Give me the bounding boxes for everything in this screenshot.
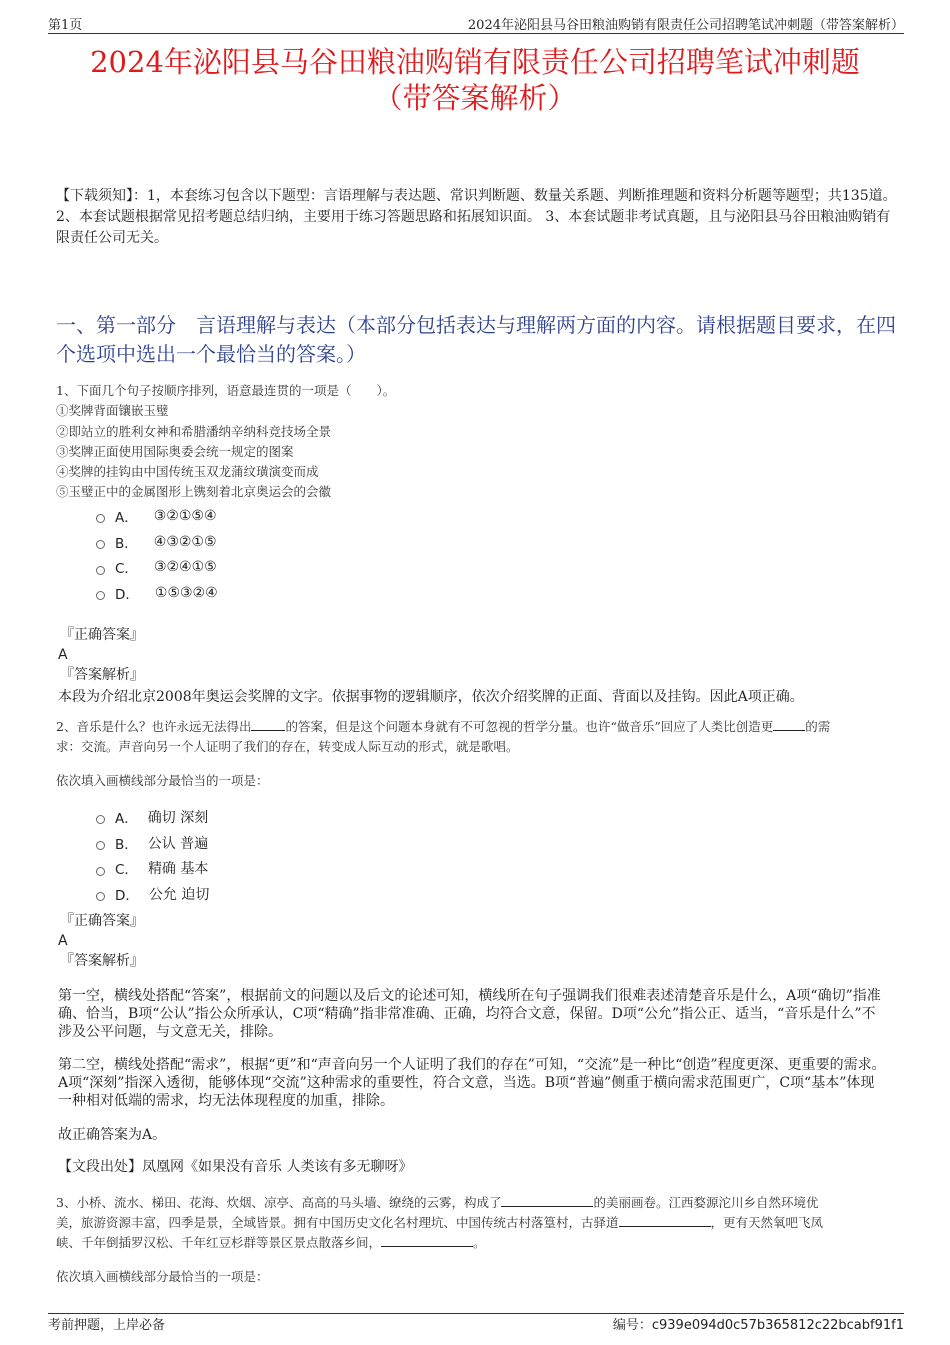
title-line-1: 2024年泌阳县马谷田粮油购销有限责任公司招聘笔试冲刺题 (90, 45, 860, 79)
radio-icon[interactable] (96, 867, 105, 876)
footer-slogan: 考前押题，上岸必备 (48, 1318, 166, 1333)
correct-answer-label: 『正确答案』 (60, 627, 144, 643)
analysis-label: 『答案解析』 (60, 953, 144, 969)
option-c[interactable]: C． 精确 基本 (96, 855, 209, 881)
analysis-text: 本段为介绍北京2008年奥运会奖牌的文字。依据事物的逻辑顺序，依次介绍奖牌的正面、背面以及挂钩。因此A项正确。 (58, 689, 804, 705)
header-title: 2024年泌阳县马谷田粮油购销有限责任公司招聘笔试冲刺题（带答案解析） (467, 18, 904, 33)
page-footer (48, 1314, 904, 1334)
option-a[interactable]: A． 确切 深刻 (96, 804, 209, 830)
option-a[interactable]: A． ③②①⑤④ (96, 503, 218, 529)
radio-icon[interactable] (96, 892, 105, 901)
analysis-paragraph: 第一空，横线处搭配“答案”，根据前文的问题以及后文的论述可知，横线所在句子强调我们很难表述清楚音乐是什么，A项“确切”指准确、恰当，B项“公认”指公众所承认，C项“精确”指非常准确、正确，均符合文意，保留。D项“公允”指公正、适当，“音乐是什么”不涉及公平问题，与文意无关，排除。 (58, 988, 881, 1040)
blank (381, 1233, 473, 1247)
blank (501, 1193, 593, 1207)
question-stem: 2、音乐是什么？也许永远无法得出 的答案，但是这个问题本身就有不可忽视的哲学分量。也许“做音乐”回应了人类比创造更 的需 (56, 719, 831, 734)
page-number: 第1页 (48, 18, 83, 33)
list-item: ③奖牌正面使用国际奥委会统一规定的图案 (56, 443, 294, 459)
footer-code: 编号：c939e094d0c57b365812c22bcabf91f1 (612, 1318, 904, 1333)
analysis-paragraph: 第二空，横线处搭配“需求”，根据“更”和“声音向另一个人证明了我们的存在”可知，“交流”是一种比“创造”程度更深、更重要的需求。A项“深刻”指深入透彻，能够体现“交流”这种需求的重要性，符合文意，当选。B项“普遍”侧重于横向需求范围更广，C项“基本”体现一种相对低端的需求，均无法体现程度的加重，排除。 (58, 1057, 886, 1109)
section-heading (56, 311, 896, 369)
correct-answer-label: 『正确答案』 (60, 913, 144, 929)
radio-icon[interactable] (96, 841, 105, 850)
radio-icon[interactable] (96, 566, 105, 575)
section-prefix: 一、第一部分 (56, 313, 176, 337)
list-item: ⑤玉璧正中的金属图形上镌刻着北京奥运会的会徽 (56, 484, 332, 500)
radio-icon[interactable] (96, 540, 105, 549)
title-line-2: （带答案解析） (373, 81, 577, 115)
conclusion: 故正确答案为A。 (58, 1127, 167, 1143)
correct-answer: A (58, 933, 68, 949)
fill-prompt: 依次填入画横线部分最恰当的一项是： (56, 1269, 269, 1284)
question-2: 2、音乐是什么？也许永远无法得出 的答案，但是这个问题本身就有不可忽视的哲学分量。也许“做音乐”回应了人类比创造更 的需 求：交流。声音向另一个人证明了我们的存在，转变成人际互动的形式，就是歌唱。 (56, 717, 896, 757)
correct-answer: A (58, 647, 68, 663)
blank (251, 717, 285, 731)
option-d[interactable]: D． 公允 迫切 (96, 881, 209, 907)
list-item: ①奖牌背面镶嵌玉璧 (56, 403, 169, 419)
question-stem: 1、下面几个句子按顺序排列，语意最连贯的一项是（ ）。 (56, 383, 396, 398)
radio-icon[interactable] (96, 591, 105, 600)
radio-icon[interactable] (96, 514, 105, 523)
analysis-label: 『答案解析』 (60, 667, 144, 683)
question-3: 3、小桥、流水、梯田、花海、炊烟、凉亭、高高的马头墙、缭绕的云雾，构成了 的美丽画卷。江西婺源沱川乡自然环境优 美，旅游资源丰富，四季是景，全域皆景。拥有中国历史文化名村理坑、中国传统古村落篁村，古驿道 ，更有天然氧吧飞凤 峡、千年倒插罗汉松、千年红豆杉群等景区景点散落乡间， 。 (56, 1195, 824, 1250)
option-b[interactable]: B． 公认 普遍 (96, 830, 209, 856)
q2-options (96, 804, 209, 907)
option-d[interactable]: D． ①⑤③②④ (96, 580, 218, 606)
section-text: 言语理解与表达（本部分包括表达与理解两方面的内容。请根据题目要求，在四个选项中选出一个最恰当的答案。） (56, 313, 896, 366)
list-item: ④奖牌的挂钩由中国传统玉双龙蒲纹璜演变而成 (56, 464, 319, 480)
blank (773, 717, 805, 731)
q2-answer-block (58, 910, 898, 972)
source-citation: 【文段出处】凤凰网《如果没有音乐 人类该有多无聊呀》 (58, 1159, 413, 1175)
option-c[interactable]: C． ③②④①⑤ (96, 554, 218, 580)
question-1 (56, 381, 896, 503)
radio-icon[interactable] (96, 815, 105, 824)
option-b[interactable]: B． ④③②①⑤ (96, 529, 218, 555)
q1-options (96, 503, 218, 606)
list-item: ②即站立的胜利女神和希腊潘纳辛纳科竞技场全景 (56, 423, 332, 439)
download-notice: 【下载须知】：1，本套练习包含以下题型：言语理解与表达题、常识判断题、数量关系题、判断推理题和资料分析题等题型；共135道。 2、本套试题根据常见招考题总结归纳，主要用于练习答题思路和拓展知识面。 3、本套试题非考试真题，且与泌阳县马谷田粮油购销有限责任公司无关。 (56, 188, 897, 246)
document-title (40, 44, 910, 116)
page-header (48, 14, 904, 34)
q1-answer-block (58, 624, 898, 708)
header-divider (48, 33, 904, 34)
blank (619, 1213, 711, 1227)
fill-prompt: 依次填入画横线部分最恰当的一项是： (56, 773, 269, 788)
